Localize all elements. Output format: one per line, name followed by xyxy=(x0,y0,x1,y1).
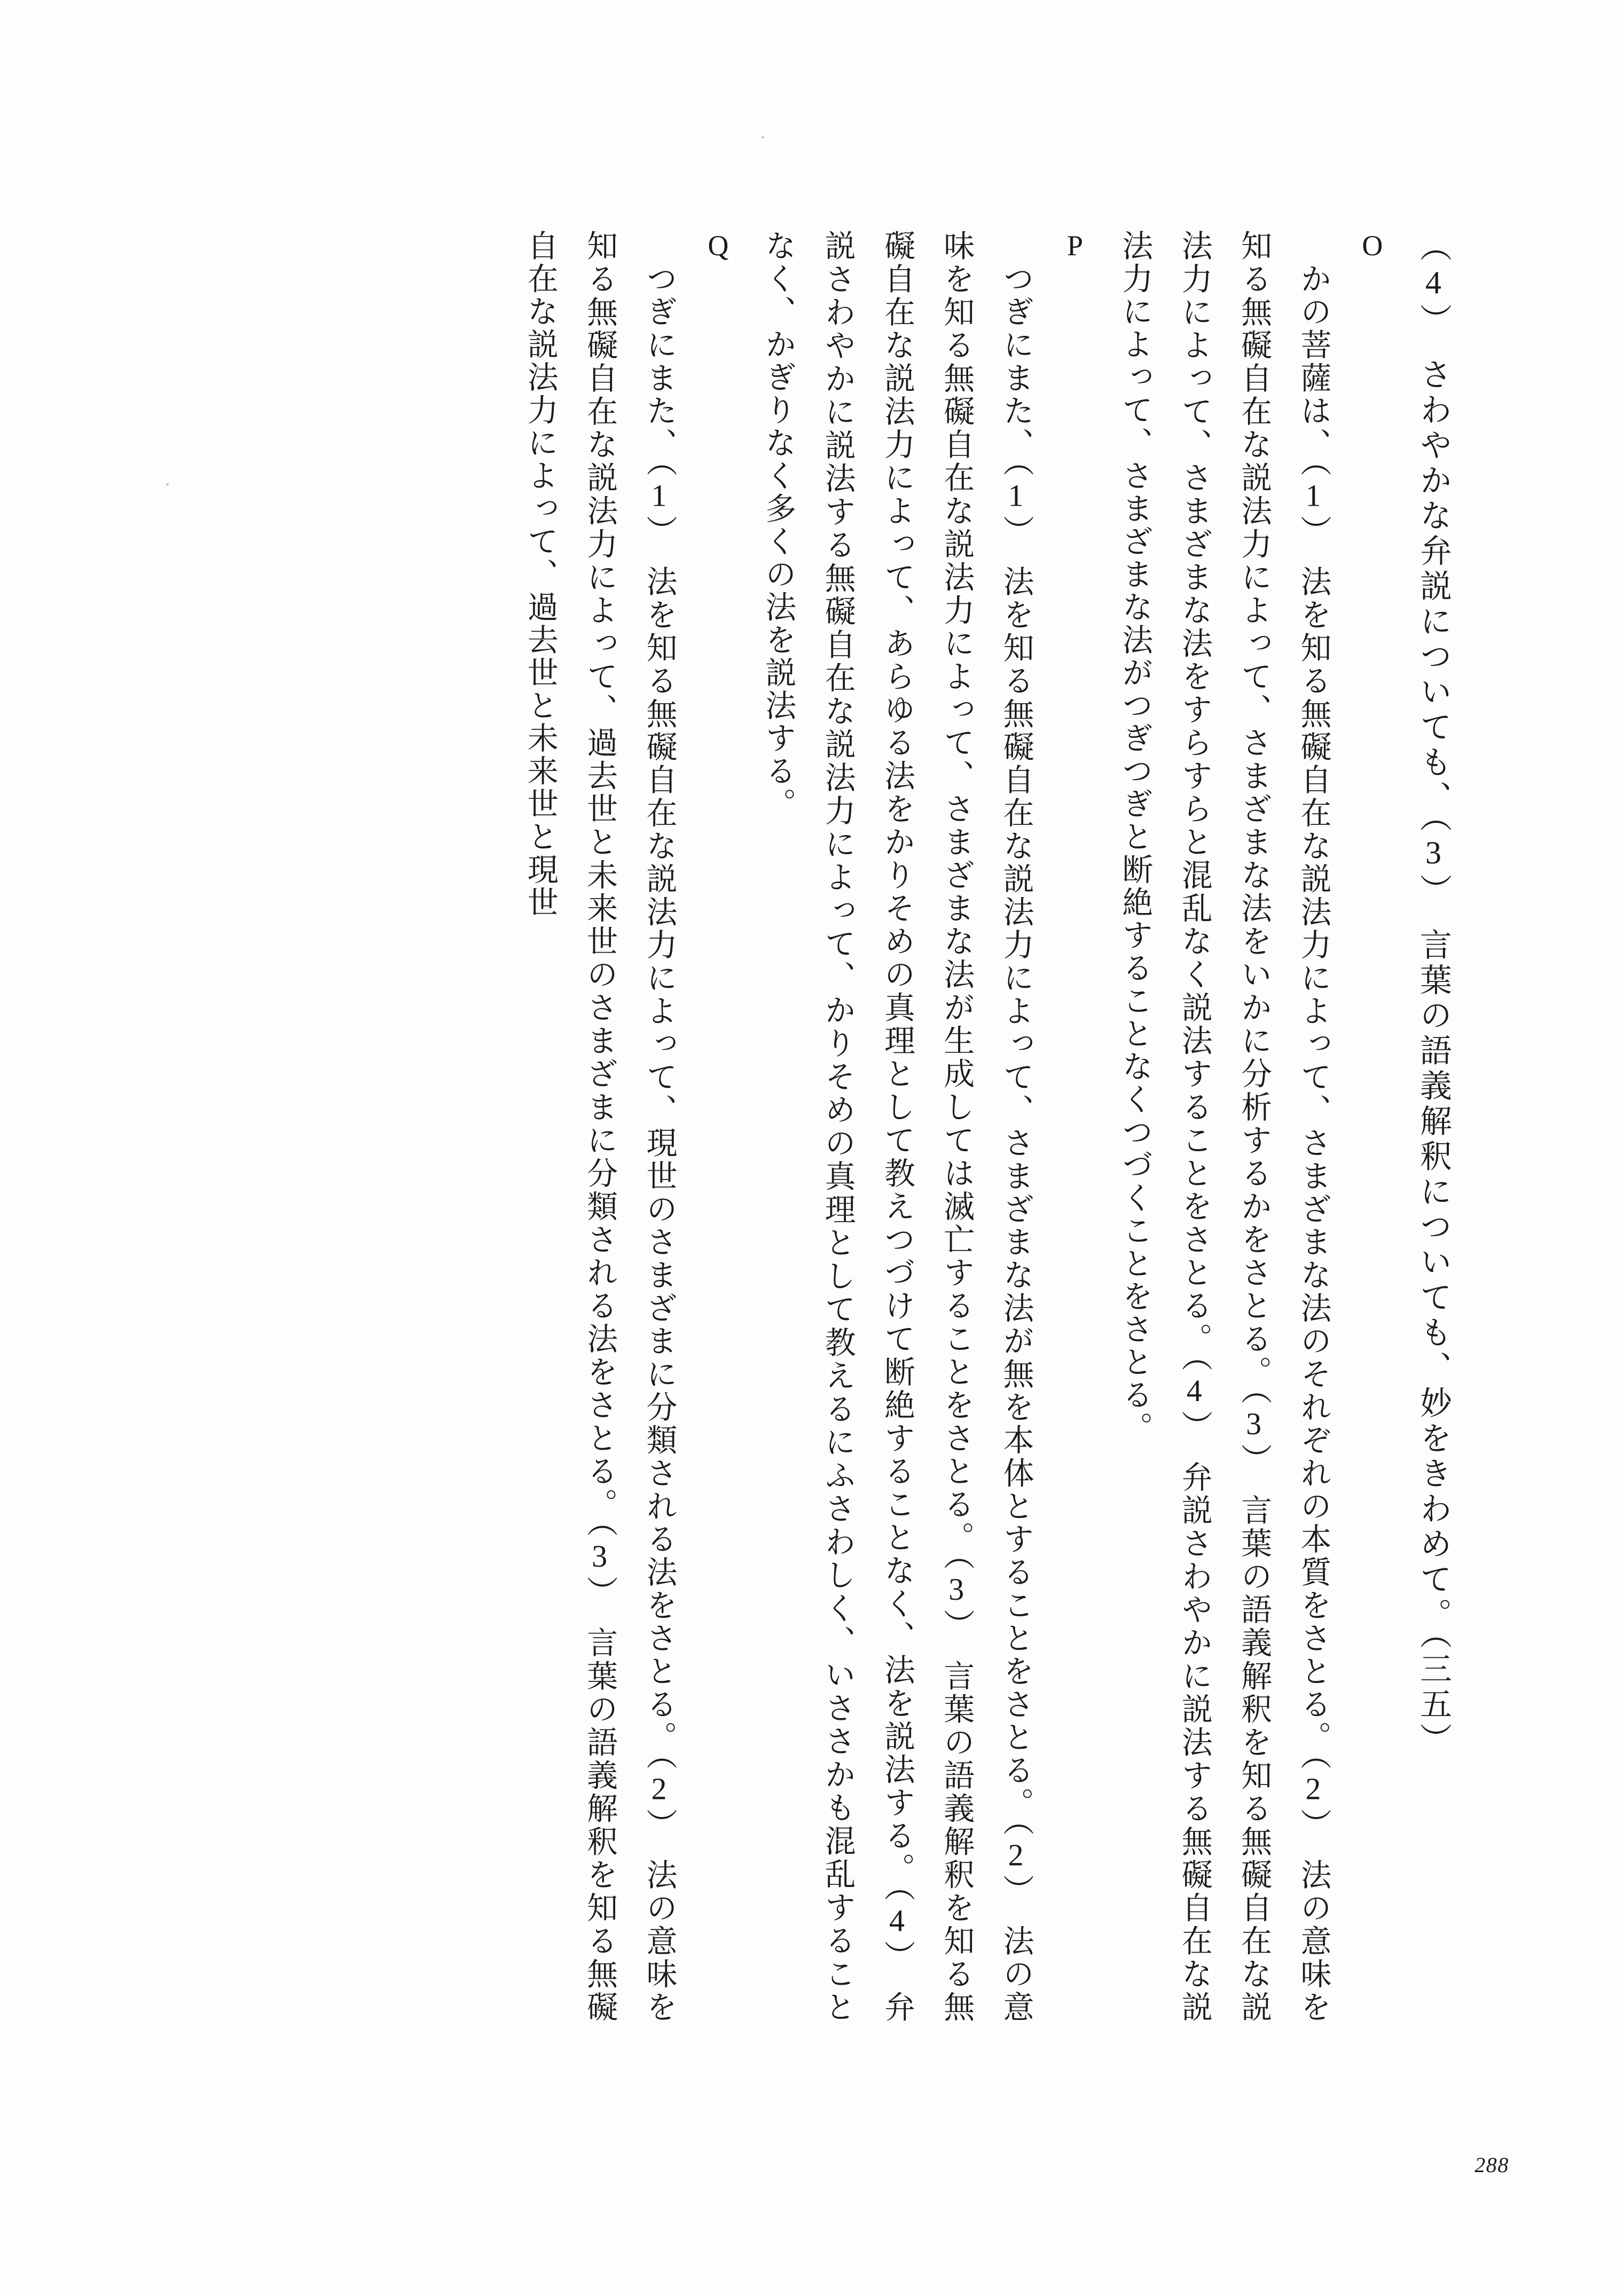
paragraph-marker-o xyxy=(1343,230,1402,2024)
page-number: 288 xyxy=(1474,2153,1509,2177)
paragraph-label-p: P xyxy=(1059,230,1092,264)
vertical-text-body xyxy=(236,230,1464,2024)
paragraph-p: つぎにまた、（1） 法を知る無礙自在な説法力によって、さまざまな法が無を本体とすることをさとる。（2） 法の意味を知る無礙自在な説法力によって、さまざまな法が生成しては滅亡することをさとる。（3） 言葉の語義解釈を知る無礙自在な説法力によって、あらゆる法をかりそめの真理として教えつづけて断絶することなく、法を説法する。（4） 弁説さわやかに説法する無礙自在な説法力によって、かりそめの真理として教えるにふさわしく、いささかも混乱することなく、かぎりなく多くの法を説法する。 xyxy=(760,230,1033,2024)
paragraph-q: つぎにまた、（1） 法を知る無礙自在な説法力によって、現世のさまざまに分類される法をさとる。（2） 法の意味を知る無礙自在な説法力によって、過去世と未来世のさまざまに分類される法をさとる。（3） 言葉の語義解釈を知る無礙自在な説法力によって、過去世と未来世と現世 xyxy=(522,230,677,2024)
page-speck xyxy=(762,136,764,139)
paragraph-label-o: O xyxy=(1356,230,1388,264)
paragraph-marker-q xyxy=(689,230,748,2024)
page-speck xyxy=(166,483,169,486)
paragraph-marker-p xyxy=(1046,230,1105,2024)
section-heading: （4） さわやかな弁説についても、（3） 言葉の語義解釈についても、妙をきわめて。（三五） xyxy=(1416,230,1451,1758)
paragraph-o: かの菩薩は、（1） 法を知る無礙自在な説法力によって、さまざまな法のそれぞれの本質をさとる。（2） 法の意味を知る無礙自在な説法力によって、さまざまな法をいかに分析するかをさとる。（3） 言葉の語義解釈を知る無礙自在な説法力によって、さまざまな法をすらすらと混乱なく説法することをさとる。（4） 弁説さわやかに説法する無礙自在な説法力によって、さまざまな法がつぎつぎと断絶することなくつづくことをさとる。 xyxy=(1117,230,1331,2024)
paragraph-label-q: Q xyxy=(702,230,734,264)
